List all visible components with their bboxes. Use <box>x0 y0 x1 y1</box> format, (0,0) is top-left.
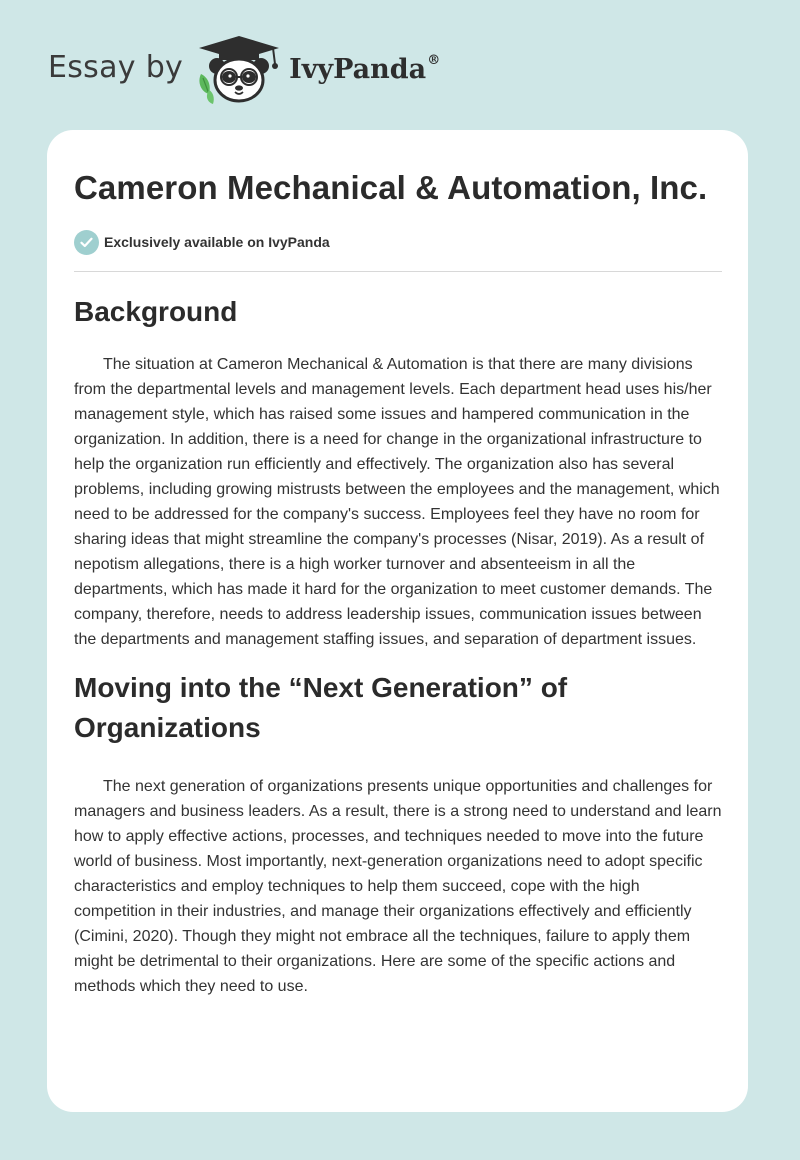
site-header <box>48 34 440 106</box>
title-divider <box>74 271 722 272</box>
page-title: Cameron Mechanical & Automation, Inc. <box>74 169 708 206</box>
panda-graduate-icon[interactable] <box>195 34 283 106</box>
exclusive-badge-row <box>74 229 722 255</box>
section-heading-background: Background <box>74 296 238 327</box>
essay-card <box>47 130 748 1112</box>
check-circle-icon <box>74 230 99 255</box>
registered-mark: ® <box>427 52 441 68</box>
exclusive-label: Exclusively available on IvyPanda <box>104 234 330 250</box>
essay-by-label: Essay by <box>48 50 184 85</box>
brand-name[interactable]: IvyPanda® <box>289 52 441 85</box>
section-heading-next-generation: Moving into the “Next Generation” of Organizations <box>74 672 568 743</box>
section-paragraph-next-generation: The next generation of organizations presents unique opportunities and challenges for managers and business leaders. As a result, there is a strong need to understand and learn how to apply effective actions, processes, and techniques needed to move into the future world of business. Most importantly, next-generation organizations need to adopt specific characteristics and employ techniques to help them succeed, cope with the high competition in their industries, and manage their organizations effectively and efficiently (Cimini, 2020). Though they might not embrace all the techniques, failure to apply them might be detrimental to their organizations. Here are some of the specific actions and methods which they need to use. <box>74 778 722 995</box>
section-paragraph-background: The situation at Cameron Mechanical & Automation is that there are many divisions from the departmental levels and management levels. Each department head uses his/her management style, which has raised some issues and hampered communication in the organization. In addition, there is a need for change in the organizational infrastructure to help the organization run efficiently and effectively. The organization also has several problems, including growing mistrusts between the employees and the management, which need to be addressed for the company's success. Employees feel they have no room for sharing ideas that might streamline the company's processes (Nisar, 2019). As a result of nepotism allegations, there is a high worker turnover and absenteeism in all the departments, which has made it hard for the organization to meet customer demands. The company, therefore, needs to address leadership issues, communication issues between the departments and management staffing issues, and separation of department issues. <box>74 356 720 648</box>
